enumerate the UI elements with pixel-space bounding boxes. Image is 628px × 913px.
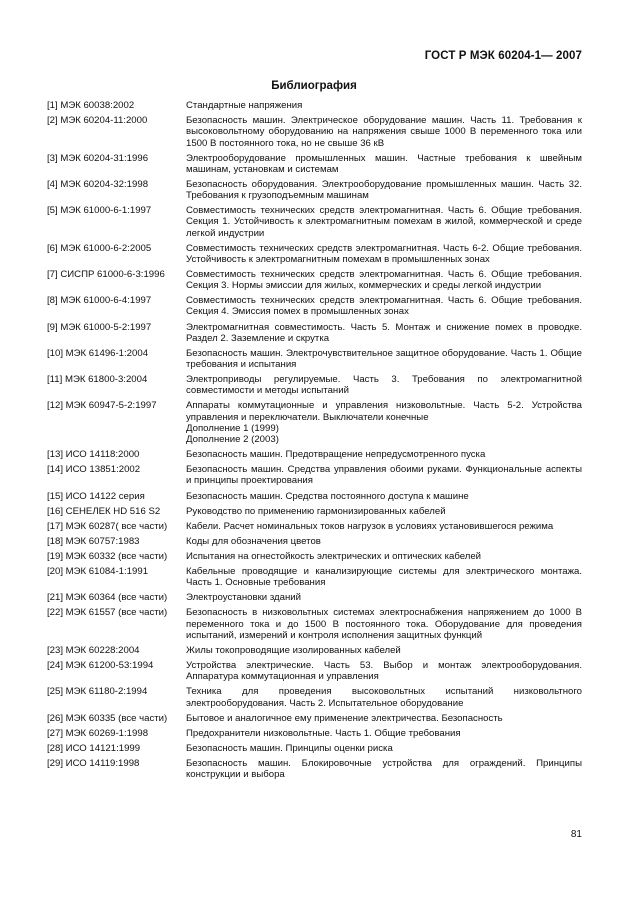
entry-description bbox=[186, 205, 582, 239]
entry-reference: [14] ИСО 13851:2002 bbox=[47, 464, 141, 476]
entry-description-line: Техника для проведения высоковольтных испытаний низковольтного электрооборудования. Часть 2. Испытательное оборудование bbox=[186, 686, 582, 709]
entry-description-line: Аппараты коммутационные и управления низковольтные. Часть 5-2. Устройства управления и переключатели. Выключатели конечные bbox=[186, 400, 582, 423]
entry-description-line: Совместимость технических средств электромагнитная. Часть 6. Общие требования. Секция 3. Нормы эмиссии для жилых, коммерческих и среды легкой индустрии bbox=[186, 268, 582, 292]
bibliography-entry bbox=[47, 686, 582, 708]
entry-reference: [27] МЭК 60269-1:1998 bbox=[47, 727, 149, 739]
entry-description-line: Руководство по применению гармонизированных кабелей bbox=[186, 505, 446, 517]
entry-description-line: Кабельные проводящие и канализирующие системы для электрического монтажа. Часть 1. Основные требования bbox=[186, 566, 582, 589]
bibliography-entry bbox=[47, 374, 582, 396]
entry-description-line: Стандартные напряжения bbox=[186, 100, 303, 111]
entry-description bbox=[186, 592, 582, 603]
entry-description-line: Совместимость технических средств электромагнитная. Часть 6-2. Общие требования. Устойчивость к электромагнитным помехам в промышленных зонах bbox=[186, 242, 582, 265]
entry-reference: [12] МЭК 60947-5-2:1997 bbox=[47, 400, 157, 412]
bibliography-entry bbox=[47, 728, 582, 739]
bibliography-entry bbox=[47, 506, 582, 517]
bibliography-entry bbox=[47, 743, 582, 754]
document-header: ГОСТ Р МЭК 60204-1— 2007 bbox=[424, 50, 582, 62]
bibliography-entry bbox=[47, 521, 582, 532]
entry-description-line: Электроустановки зданий bbox=[186, 592, 301, 604]
bibliography-entry bbox=[47, 607, 582, 641]
bibliography-entry bbox=[47, 295, 582, 317]
entry-reference: [9] МЭК 61000-5-2:1997 bbox=[47, 321, 152, 333]
bibliography-entry bbox=[47, 713, 582, 724]
bibliography-list bbox=[47, 100, 582, 784]
entry-reference: [20] МЭК 61084-1:1991 bbox=[47, 566, 149, 578]
entry-reference: [16] СЕНЕЛЕК HD 516 S2 bbox=[47, 505, 161, 517]
bibliography-entry bbox=[47, 348, 582, 370]
entry-reference: [25] МЭК 61180-2:1994 bbox=[47, 686, 148, 698]
bibliography-entry bbox=[47, 758, 582, 780]
bibliography-entry bbox=[47, 243, 582, 265]
bibliography-entry bbox=[47, 536, 582, 547]
page-number: 81 bbox=[570, 829, 582, 840]
entry-reference: [4] МЭК 60204-32:1998 bbox=[47, 178, 149, 190]
entry-description bbox=[186, 464, 582, 486]
entry-description bbox=[186, 243, 582, 265]
entry-description-line: Совместимость технических средств электромагнитная. Часть 6. Общие требования. Секция 4. Эмиссия помех в промышленных зонах bbox=[186, 295, 582, 318]
entry-description-line: Безопасность машин. Предотвращение непредусмотренного пуска bbox=[186, 449, 486, 461]
entry-description-line: Совместимость технических средств электромагнитная. Часть 6. Общие требования. Секция 1. Устойчивость к электромагнитным помехам в жилой, коммерческой и среде легкой индустрии bbox=[186, 205, 582, 239]
entry-description bbox=[186, 374, 582, 396]
entry-description bbox=[186, 153, 582, 175]
entry-description-line: Безопасность машин. Блокировочные устройства для ограждений. Принципы конструкции и выбора bbox=[186, 757, 582, 781]
entry-description bbox=[186, 660, 582, 682]
entry-description-line: Безопасность машин. Электрочувствительное защитное оборудование. Часть 1. Общие требования и испытания bbox=[186, 347, 582, 371]
entry-description-line: Дополнение 2 (2003) bbox=[186, 434, 279, 446]
bibliography-entry bbox=[47, 491, 582, 502]
entry-description bbox=[186, 491, 582, 502]
entry-description bbox=[186, 295, 582, 317]
bibliography-entry bbox=[47, 115, 582, 149]
bibliography-entry bbox=[47, 400, 582, 445]
entry-description-line: Электромагнитная совместимость. Часть 5. Монтаж и снижение помех в проводке. Раздел 2. Заземление и скрутка bbox=[186, 321, 582, 344]
entry-description bbox=[186, 322, 582, 344]
entry-description bbox=[186, 449, 582, 460]
bibliography-entry bbox=[47, 179, 582, 201]
entry-description-line: Жилы токопроводящие изолированных кабелей bbox=[186, 644, 401, 656]
entry-description bbox=[186, 743, 582, 754]
bibliography-entry bbox=[47, 566, 582, 588]
entry-description bbox=[186, 728, 582, 739]
entry-description-line: Электрооборудование промышленных машин. Частные требования к швейным машинам, установкам и системам bbox=[186, 152, 582, 175]
entry-description bbox=[186, 179, 582, 201]
bibliography-entry bbox=[47, 153, 582, 175]
entry-reference: [6] МЭК 61000-6-2:2005 bbox=[47, 242, 152, 254]
entry-description bbox=[186, 551, 582, 562]
entry-reference: [2] МЭК 60204-11:2000 bbox=[47, 115, 148, 127]
entry-reference: [19] МЭК 60332 (все части) bbox=[47, 550, 168, 562]
entry-description bbox=[186, 348, 582, 370]
bibliography-entry bbox=[47, 645, 582, 656]
entry-description-line: Дополнение 1 (1999) bbox=[186, 422, 279, 434]
entry-reference: [10] МЭК 61496-1:2004 bbox=[47, 347, 149, 359]
entry-reference: [7] СИСПР 61000-6-3:1996 bbox=[47, 268, 165, 280]
entry-description-line: Бытовое и аналогичное ему применение электричества. Безопасность bbox=[186, 712, 503, 724]
bibliography-entry bbox=[47, 551, 582, 562]
bibliography-title: Библиография bbox=[271, 80, 357, 92]
entry-reference: [23] МЭК 60228:2004 bbox=[47, 644, 140, 656]
entry-description bbox=[186, 400, 582, 445]
bibliography-entry bbox=[47, 269, 582, 291]
bibliography-entry bbox=[47, 464, 582, 486]
bibliography-entry bbox=[47, 449, 582, 460]
entry-reference: [13] ИСО 14118:2000 bbox=[47, 449, 140, 461]
bibliography-entry bbox=[47, 322, 582, 344]
entry-description-line: Испытания на огнестойкость электрических и оптических кабелей bbox=[186, 550, 482, 562]
entry-description bbox=[186, 521, 582, 532]
bibliography-entry bbox=[47, 100, 582, 111]
entry-description bbox=[186, 758, 582, 780]
entry-reference: [3] МЭК 60204-31:1996 bbox=[47, 152, 149, 164]
entry-description-line: Безопасность в низковольтных системах электроснабжения напряжением до 1000 В переменного тока и до 1500 В постоянного тока. Оборудование для проведения испытаний, измерений и контроля исполнения защитных функций bbox=[186, 607, 582, 641]
entry-description-line: Безопасность машин. Принципы оценки риска bbox=[186, 742, 393, 754]
entry-reference: [21] МЭК 60364 (все части) bbox=[47, 592, 168, 604]
bibliography-entry bbox=[47, 660, 582, 682]
entry-description-line: Безопасность машин. Средства управления обоими руками. Функциональные аспекты и принципы проектирования bbox=[186, 464, 582, 487]
entry-reference: [28] ИСО 14121:1999 bbox=[47, 742, 141, 754]
entry-description bbox=[186, 100, 582, 111]
entry-description-line: Устройства электрические. Часть 53. Выбор и монтаж электрооборудования. Аппаратура коммутационная и управления bbox=[186, 660, 582, 683]
entry-description-line: Предохранители низковольтные. Часть 1. Общие требования bbox=[186, 727, 461, 739]
entry-description bbox=[186, 566, 582, 588]
entry-description-line: Безопасность оборудования. Электрооборудование промышленных машин. Часть 32. Требования к грузоподъемным машинам bbox=[186, 178, 582, 202]
entry-reference: [1] МЭК 60038:2002 bbox=[47, 100, 135, 111]
entry-description bbox=[186, 506, 582, 517]
entry-description bbox=[186, 645, 582, 656]
entry-description bbox=[186, 607, 582, 641]
bibliography-entry bbox=[47, 592, 582, 603]
entry-description bbox=[186, 713, 582, 724]
entry-description-line: Коды для обозначения цветов bbox=[186, 535, 321, 547]
bibliography-entry bbox=[47, 205, 582, 239]
entry-reference: [11] МЭК 61800-3:2004 bbox=[47, 374, 148, 386]
entry-description bbox=[186, 269, 582, 291]
entry-description bbox=[186, 115, 582, 149]
entry-description bbox=[186, 536, 582, 547]
entry-reference: [26] МЭК 60335 (все части) bbox=[47, 712, 168, 724]
entry-reference: [22] МЭК 61557 (все части) bbox=[47, 607, 168, 619]
entry-description-line: Кабели. Расчет номинальных токов нагрузок в условиях установившегося режима bbox=[186, 520, 554, 532]
entry-reference: [24] МЭК 61200-53:1994 bbox=[47, 660, 154, 672]
entry-reference: [17] МЭК 60287( все части) bbox=[47, 520, 168, 532]
entry-reference: [18] МЭК 60757:1983 bbox=[47, 535, 140, 547]
entry-description-line: Безопасность машин. Средства постоянного доступа к машине bbox=[186, 490, 469, 502]
entry-description bbox=[186, 686, 582, 708]
entry-reference: [8] МЭК 61000-6-4:1997 bbox=[47, 295, 152, 307]
entry-description-line: Электроприводы регулируемые. Часть 3. Требования по электромагнитной совместимости и методы испытаний bbox=[186, 374, 582, 397]
entry-reference: [29] ИСО 14119:1998 bbox=[47, 757, 140, 769]
entry-reference: [5] МЭК 61000-6-1:1997 bbox=[47, 205, 152, 217]
entry-description-line: Безопасность машин. Электрическое оборудование машин. Часть 11. Требования к высоковольтному оборудованию на напряжения свыше 1000 В переменного тока или 1500 В постоянного тока, но не свыше 36 кВ bbox=[186, 115, 582, 149]
entry-reference: [15] ИСО 14122 серия bbox=[47, 490, 145, 502]
